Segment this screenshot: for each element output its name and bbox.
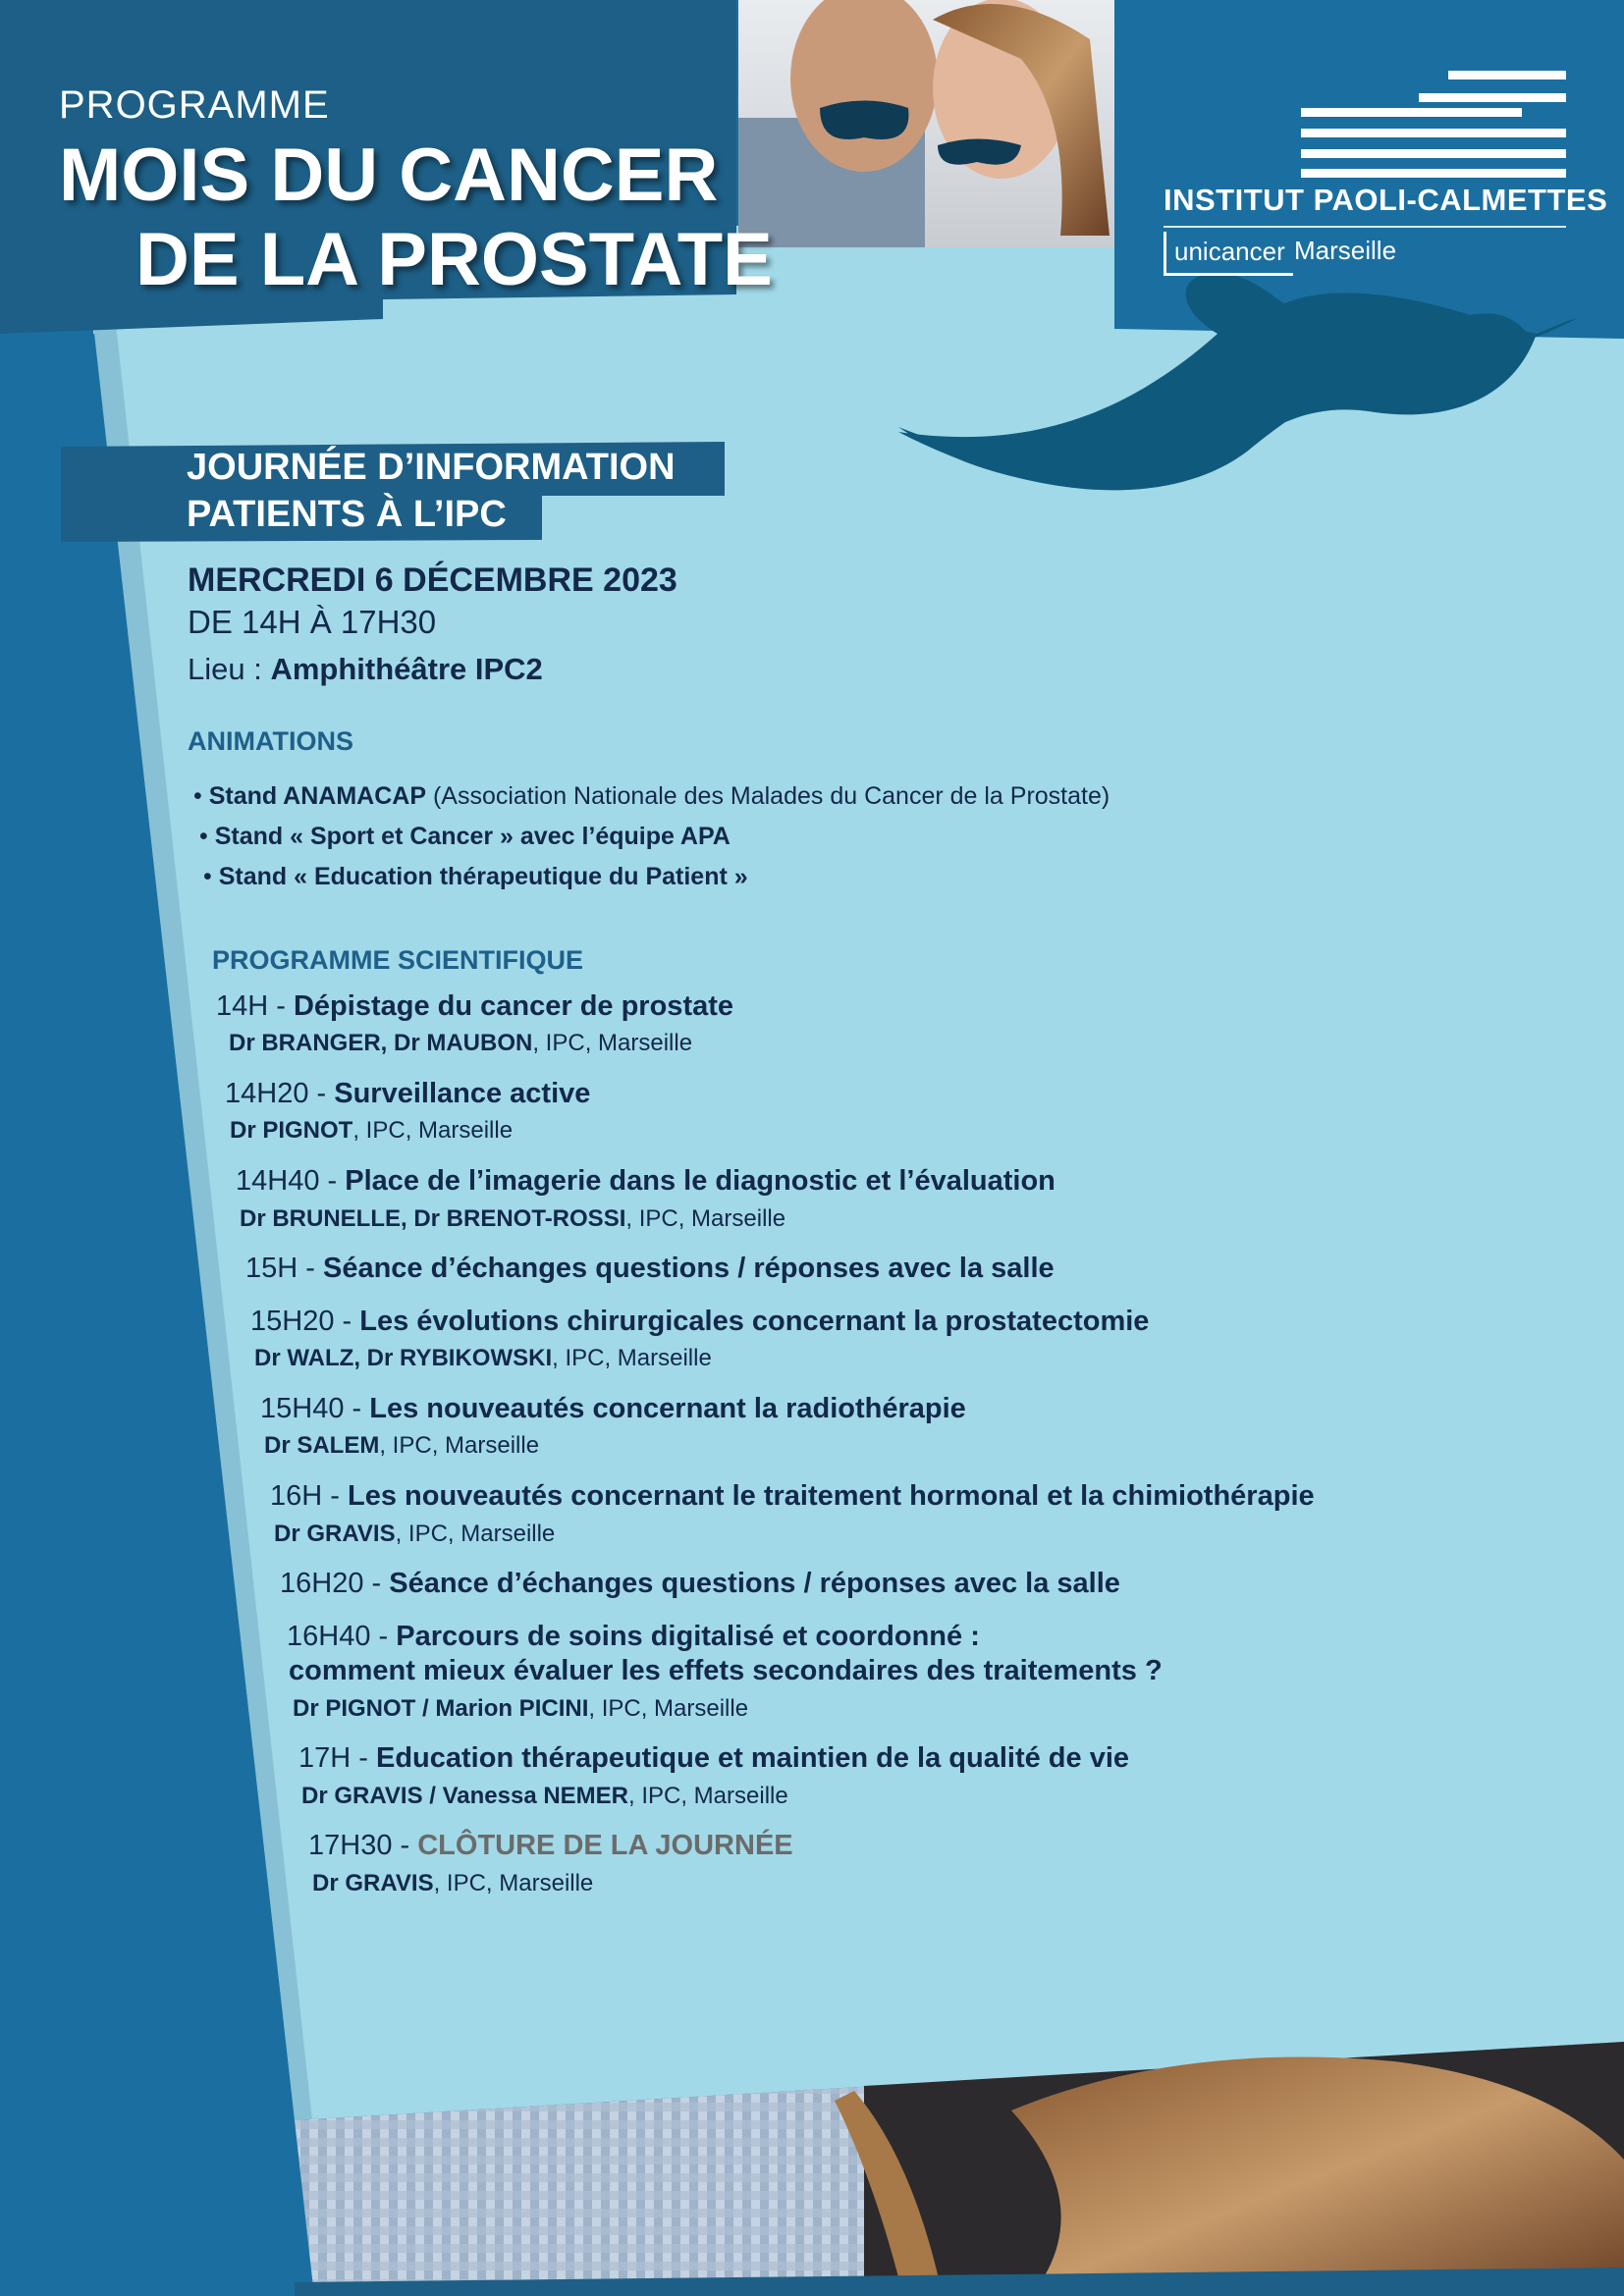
event-venue [188, 652, 543, 687]
speaker-affiliation: , IPC, Marseille [379, 1432, 540, 1459]
session-title: Séance d’échanges questions / réponses avec la salle [389, 1568, 1120, 1599]
venue-label: Lieu : [188, 652, 271, 686]
speaker-names: Dr GRAVIS [274, 1521, 396, 1547]
session-title-line [280, 1568, 1120, 1600]
institute-logo-name: INSTITUT PAOLI-CALMETTES [1164, 183, 1608, 217]
session-time: 15H - [245, 1253, 323, 1284]
session-title: Dépistage du cancer de prostate [293, 990, 734, 1022]
session-title: Parcours de soins digitalisé et coordonné : [396, 1621, 980, 1652]
session-time: 15H20 - [250, 1306, 360, 1337]
title-line-2: DE LA PROSTATE [135, 218, 773, 301]
animation-item: • Stand « Education thérapeutique du Patient » [203, 863, 748, 890]
session-title: Surveillance active [334, 1078, 591, 1109]
speaker-names: Dr BRUNELLE, Dr BRENOT-ROSSI [240, 1205, 626, 1232]
speaker-names: Dr PIGNOT [230, 1117, 353, 1144]
unicancer-badge: unicancer [1164, 232, 1293, 276]
session-time: 16H40 - [287, 1621, 397, 1652]
logo-divider [1164, 226, 1566, 228]
session-speakers [264, 1432, 539, 1460]
session-speakers [274, 1521, 555, 1548]
event-heading-line-2: PATIENTS À L’IPC [187, 494, 507, 535]
session-time: 14H - [216, 990, 294, 1022]
event-hours: DE 14H À 17H30 [188, 604, 437, 640]
animation-item: • Stand « Sport et Cancer » avec l’équipe APA [199, 823, 731, 850]
speaker-affiliation: , IPC, Marseille [588, 1695, 749, 1722]
speaker-affiliation: , IPC, Marseille [628, 1783, 788, 1809]
session-title-line [270, 1480, 1315, 1513]
session-title-continuation [289, 1655, 1163, 1687]
event-heading-line-1: JOURNÉE D’INFORMATION [187, 447, 676, 488]
speaker-names: Dr PIGNOT / Marion PICINI [293, 1695, 589, 1722]
speaker-names: Dr WALZ, Dr RYBIKOWSKI [254, 1345, 553, 1371]
animation-item: • Stand ANAMACAP (Association Nationale des Malades du Cancer de la Prostate) [193, 782, 1110, 810]
venue-name: Amphithéâtre IPC2 [270, 652, 543, 686]
session-speakers [230, 1117, 513, 1145]
animation-item-name: Stand ANAMACAP [208, 782, 426, 810]
event-date: MERCREDI 6 DÉCEMBRE 2023 [188, 561, 677, 599]
speaker-names: Dr GRAVIS [312, 1870, 434, 1896]
session-title: Séance d’échanges questions / réponses avec la salle [322, 1253, 1055, 1284]
session-title: Les nouveautés concernant la radiothérapie [369, 1393, 966, 1424]
speaker-names: Dr SALEM [264, 1432, 380, 1459]
session-title-line [216, 990, 733, 1023]
closing-title: CLÔTURE DE LA JOURNÉE [417, 1830, 793, 1861]
session-time: 17H - [298, 1742, 376, 1774]
speaker-names: Dr BRANGER, Dr MAUBON [229, 1030, 533, 1056]
speaker-affiliation: , IPC, Marseille [433, 1870, 594, 1896]
session-title-line [308, 1830, 793, 1862]
session-speakers [301, 1783, 788, 1810]
session-time: 14H40 - [236, 1165, 346, 1197]
session-speakers [254, 1345, 712, 1372]
speaker-affiliation: , IPC, Marseille [352, 1117, 514, 1144]
animation-item-name: Stand « Sport et Cancer » avec l’équipe APA [214, 823, 731, 850]
session-title-line [260, 1393, 966, 1425]
session-title-line [245, 1253, 1055, 1285]
animation-item-detail: (Association Nationale des Malades du Cancer de la Prostate) [426, 782, 1110, 810]
session-title-line [225, 1078, 590, 1110]
session-speakers [293, 1695, 748, 1723]
session-speakers [240, 1205, 785, 1233]
session-title-line-2: comment mieux évaluer les effets secondaires des traitements ? [289, 1655, 1163, 1686]
session-time: 16H20 - [280, 1568, 390, 1599]
session-title-line [287, 1621, 980, 1653]
session-title: Education thérapeutique et maintien de la qualité de vie [375, 1742, 1130, 1774]
title-kicker: PROGRAMME [59, 83, 330, 127]
session-time: 17H30 - [308, 1830, 418, 1861]
session-title-line [236, 1165, 1056, 1198]
speaker-affiliation: , IPC, Marseille [532, 1030, 693, 1056]
session-time: 15H40 - [260, 1393, 370, 1424]
session-title-line [298, 1742, 1129, 1775]
speaker-names: Dr GRAVIS / Vanessa NEMER [301, 1783, 628, 1809]
session-title: Les nouveautés concernant le traitement hormonal et la chimiothérapie [347, 1480, 1315, 1512]
session-title-line [250, 1306, 1149, 1338]
animation-item-name: Stand « Education thérapeutique du Patient » [218, 863, 748, 890]
session-title: Place de l’imagerie dans le diagnostic et l’évaluation [345, 1165, 1056, 1197]
speaker-affiliation: , IPC, Marseille [552, 1345, 712, 1371]
logo-subline [1164, 232, 1556, 277]
session-title: Les évolutions chirurgicales concernant la prostatectomie [359, 1306, 1150, 1337]
title-line-1: MOIS DU CANCER [59, 133, 719, 217]
session-time: 16H - [270, 1480, 348, 1512]
speaker-affiliation: , IPC, Marseille [395, 1521, 556, 1547]
session-speakers [312, 1870, 593, 1897]
programme-heading: PROGRAMME SCIENTIFIQUE [212, 945, 584, 975]
session-speakers [229, 1030, 692, 1057]
session-time: 14H20 - [225, 1078, 335, 1109]
poster-title [59, 83, 773, 302]
logo-city: Marseille [1294, 236, 1397, 265]
animations-heading: ANIMATIONS [188, 726, 353, 756]
speaker-affiliation: , IPC, Marseille [625, 1205, 786, 1232]
